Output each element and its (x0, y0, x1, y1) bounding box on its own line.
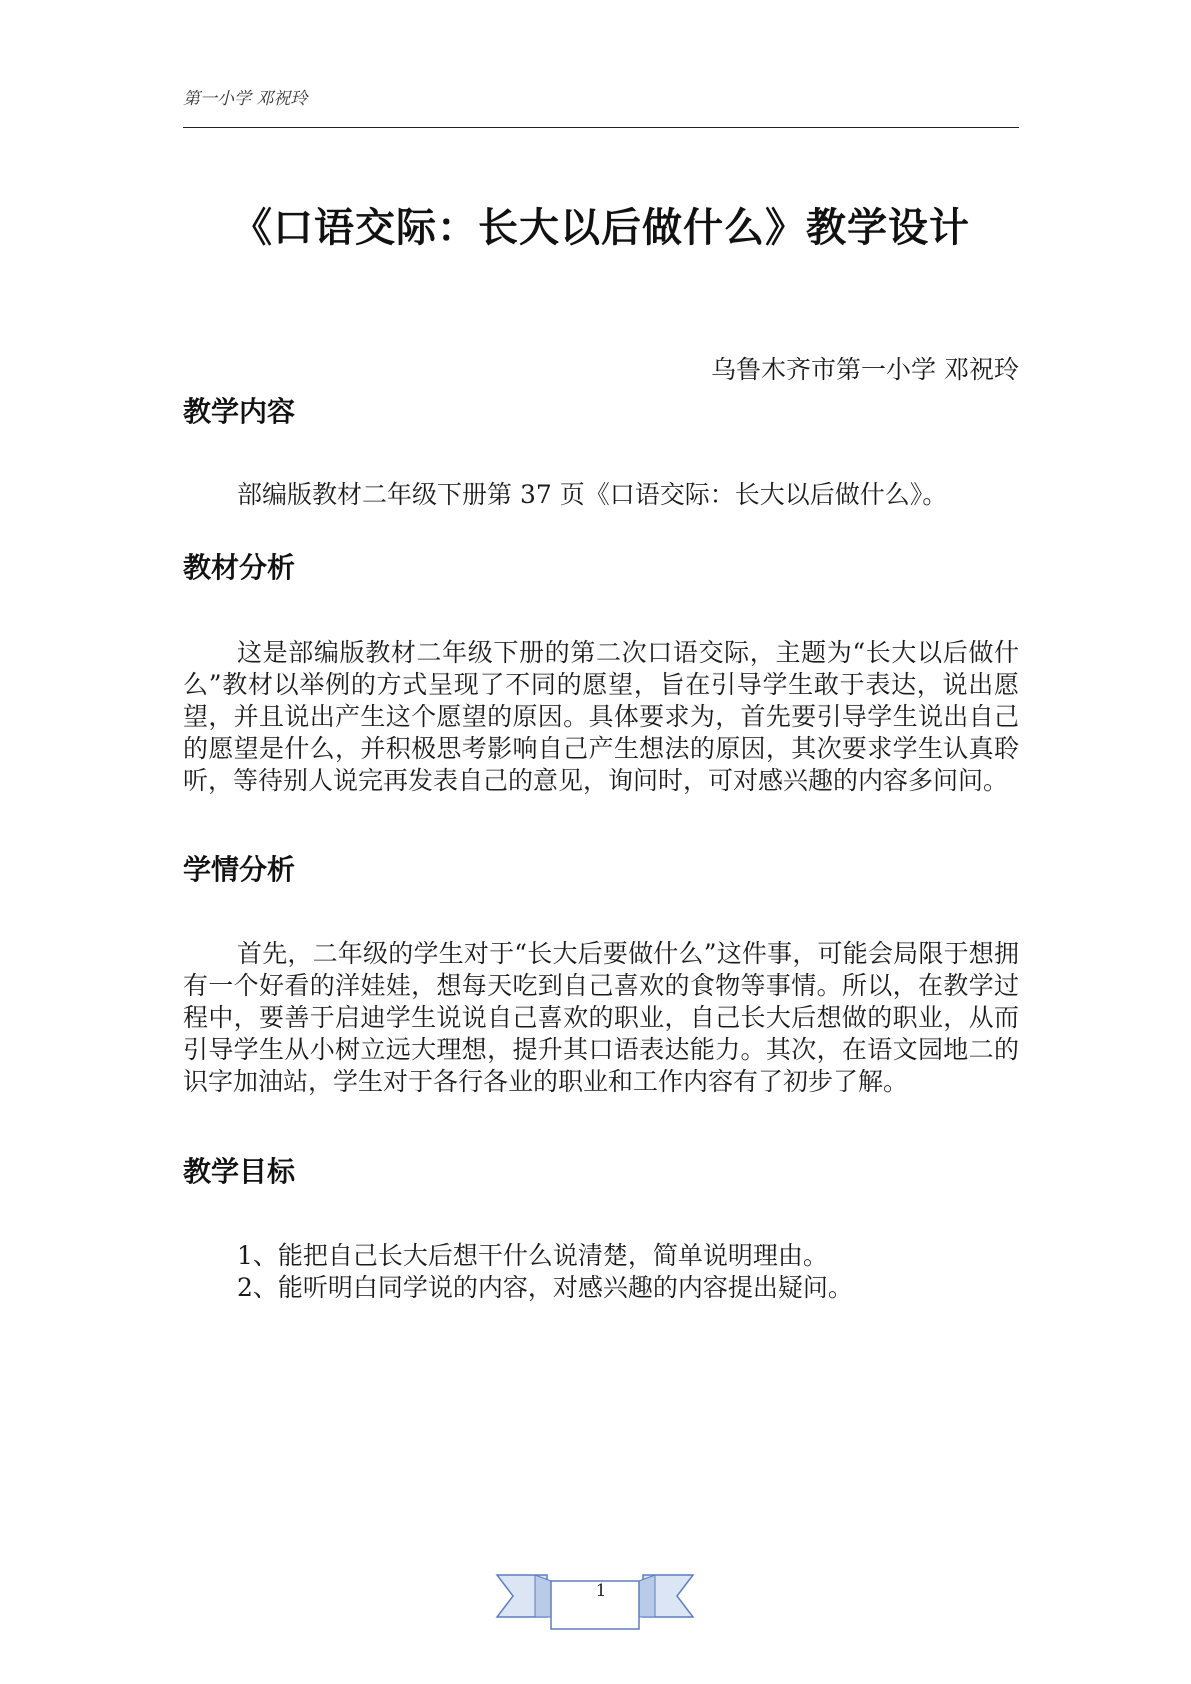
document-title: 《口语交际：长大以后做什么》教学设计 (232, 205, 970, 251)
section-heading-textbook-analysis: 教材分析 (183, 551, 296, 584)
running-head: 第一小学 邓祝玲 (183, 89, 308, 109)
ribbon-fold-left (535, 1575, 551, 1617)
section-heading-student-analysis: 学情分析 (183, 853, 296, 886)
section-body-textbook-analysis: 这是部编版教材二年级下册的第二次口语交际，主题为“长大以后做什么”教材以举例的方式呈现了不同的愿望，旨在引导学生敢于表达，说出愿望，并且说出产生这个愿望的原因。具体要求为，首先要引导学生说出自己的愿望是什么，并积极思考影响自己产生想法的原因，其次要求学生认真聆听，等待别人说完再发表自己的意见，询问时，可对感兴趣的内容多问问。 (183, 638, 1019, 795)
section-body-content: 部编版教材二年级下册第 37 页《口语交际：长大以后做什么》。 (237, 480, 948, 509)
section-body-student-analysis: 首先，二年级的学生对于“长大后要做什么”这件事，可能会局限于想拥有一个好看的洋娃娃，想每天吃到自己喜欢的食物等事情。所以，在教学过程中，要善于启迪学生说说自己喜欢的职业，自己长大后想做的职业，从而引导学生从小树立远大理想，提升其口语表达能力。其次，在语文园地二的识字加油站，学生对于各行各业的职业和工作内容有了初步了解。 (183, 939, 1019, 1096)
list-item: 2、能听明白同学说的内容，对感兴趣的内容提出疑问。 (237, 1273, 853, 1302)
document-author: 乌鲁木齐市第一小学 邓祝玲 (711, 355, 1019, 384)
section-heading-teaching-goals: 教学目标 (183, 1155, 296, 1188)
section-heading-content: 教学内容 (183, 395, 296, 428)
page-number: 1 (595, 1581, 607, 1601)
list-item: 1、能把自己长大后想干什么说清楚，简单说明理由。 (237, 1241, 828, 1270)
teaching-goals-list (237, 1240, 1019, 1304)
header-rule (183, 127, 1019, 128)
